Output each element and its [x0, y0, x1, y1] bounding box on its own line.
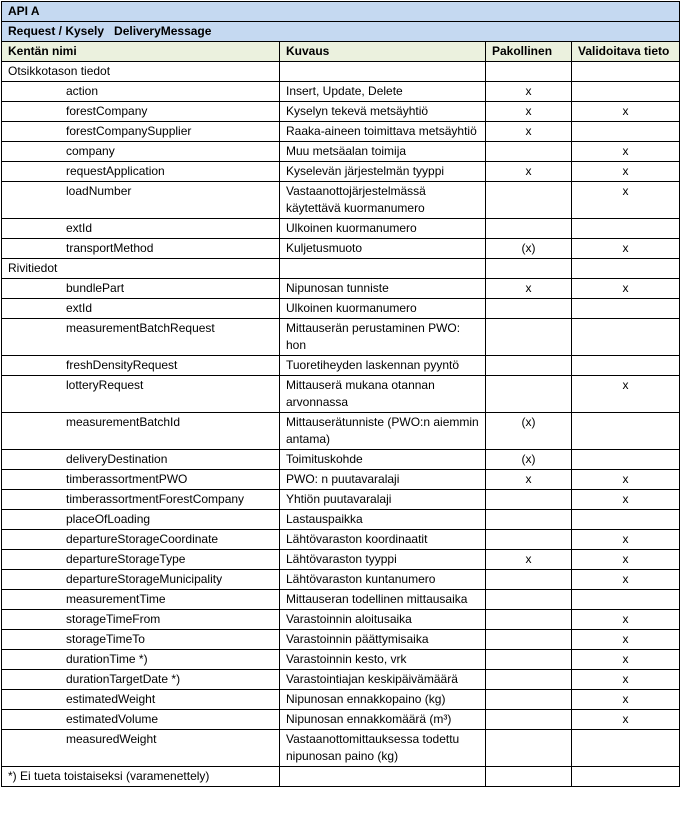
section-row-header-level [2, 62, 680, 82]
field-description: Nipunosan ennakkopaino (kg) [280, 690, 486, 710]
field-name: departureStorageType [2, 550, 280, 570]
field-name: timberassortmentForestCompany [2, 490, 280, 510]
field-name: extId [2, 299, 280, 319]
table-row [2, 710, 680, 730]
column-header-validated: Validoitava tieto [572, 42, 680, 62]
mandatory-mark [486, 670, 572, 690]
field-name: durationTime *) [2, 650, 280, 670]
table-row [2, 142, 680, 162]
mandatory-mark [486, 299, 572, 319]
mandatory-mark: x [486, 550, 572, 570]
field-description: Lähtövaraston koordinaatit [280, 530, 486, 550]
table-row [2, 590, 680, 610]
mandatory-mark [486, 319, 572, 356]
mandatory-mark: x [486, 102, 572, 122]
field-description: Yhtiön puutavaralaji [280, 490, 486, 510]
validated-mark: x [572, 690, 680, 710]
footnote: *) Ei tueta toistaiseksi (varamenettely) [2, 767, 280, 787]
field-name: company [2, 142, 280, 162]
table-row [2, 530, 680, 550]
delivery-message-table [1, 1, 680, 787]
mandatory-mark [486, 730, 572, 767]
table-row [2, 670, 680, 690]
validated-mark: x [572, 550, 680, 570]
field-name: measurementBatchId [2, 413, 280, 450]
mandatory-mark [486, 182, 572, 219]
field-description: Mittauseran todellinen mittausaika [280, 590, 486, 610]
table-row [2, 299, 680, 319]
validated-mark: x [572, 279, 680, 299]
mandatory-mark [486, 570, 572, 590]
table-row [2, 730, 680, 767]
column-header-field: Kentän nimi [2, 42, 280, 62]
field-name: transportMethod [2, 239, 280, 259]
field-name: requestApplication [2, 162, 280, 182]
field-name: departureStorageCoordinate [2, 530, 280, 550]
mandatory-mark: (x) [486, 413, 572, 450]
validated-mark [572, 356, 680, 376]
field-name: lotteryRequest [2, 376, 280, 413]
field-name: forestCompany [2, 102, 280, 122]
mandatory-mark [486, 650, 572, 670]
table-row [2, 450, 680, 470]
message-title: Request / Kysely DeliveryMessage [2, 22, 680, 42]
field-name: measuredWeight [2, 730, 280, 767]
validated-mark: x [572, 162, 680, 182]
table-row [2, 162, 680, 182]
mandatory-mark [486, 530, 572, 550]
validated-mark: x [572, 470, 680, 490]
field-description: Lastauspaikka [280, 510, 486, 530]
field-description: Lähtövaraston kuntanumero [280, 570, 486, 590]
field-description: Nipunosan tunniste [280, 279, 486, 299]
validated-mark: x [572, 610, 680, 630]
field-description: Varastoinnin kesto, vrk [280, 650, 486, 670]
validated-mark: x [572, 710, 680, 730]
validated-mark: x [572, 490, 680, 510]
mandatory-mark [486, 690, 572, 710]
field-description: Tuoretiheyden laskennan pyyntö [280, 356, 486, 376]
field-description: Varastoinnin päättymisaika [280, 630, 486, 650]
mandatory-mark [486, 510, 572, 530]
table-row [2, 182, 680, 219]
field-description: Insert, Update, Delete [280, 82, 486, 102]
section-row-line-level [2, 259, 680, 279]
field-name: deliveryDestination [2, 450, 280, 470]
mandatory-mark: x [486, 122, 572, 142]
field-name: estimatedWeight [2, 690, 280, 710]
table-row [2, 610, 680, 630]
table-row [2, 239, 680, 259]
table-row [2, 650, 680, 670]
field-description: Toimituskohde [280, 450, 486, 470]
field-name: measurementTime [2, 590, 280, 610]
field-description: Varastointiajan keskipäivämäärä [280, 670, 486, 690]
field-name: estimatedVolume [2, 710, 280, 730]
field-description: Mittauserä mukana otannan arvonnassa [280, 376, 486, 413]
field-description: Nipunosan ennakkomäärä (m³) [280, 710, 486, 730]
validated-mark [572, 219, 680, 239]
field-description: Mittauserän perustaminen PWO: hon [280, 319, 486, 356]
validated-mark: x [572, 650, 680, 670]
table-row [2, 82, 680, 102]
mandatory-mark: (x) [486, 239, 572, 259]
validated-mark [572, 122, 680, 142]
validated-mark: x [572, 670, 680, 690]
mandatory-mark [486, 590, 572, 610]
validated-mark: x [572, 102, 680, 122]
mandatory-mark [486, 630, 572, 650]
mandatory-mark: x [486, 470, 572, 490]
field-description: Kyselevän järjestelmän tyyppi [280, 162, 486, 182]
mandatory-mark: x [486, 279, 572, 299]
validated-mark [572, 590, 680, 610]
mandatory-mark [486, 376, 572, 413]
validated-mark: x [572, 239, 680, 259]
field-description: Raaka-aineen toimittava metsäyhtiö [280, 122, 486, 142]
field-name: departureStorageMunicipality [2, 570, 280, 590]
field-name: bundlePart [2, 279, 280, 299]
footnote-row [2, 767, 680, 787]
field-description: PWO: n puutavaralaji [280, 470, 486, 490]
field-name: storageTimeTo [2, 630, 280, 650]
field-description: Kuljetusmuoto [280, 239, 486, 259]
mandatory-mark: x [486, 82, 572, 102]
field-description: Lähtövaraston tyyppi [280, 550, 486, 570]
field-name: measurementBatchRequest [2, 319, 280, 356]
mandatory-mark [486, 142, 572, 162]
field-description: Ulkoinen kuormanumero [280, 299, 486, 319]
field-description: Mittauserätunniste (PWO:n aiemmin antama) [280, 413, 486, 450]
validated-mark: x [572, 142, 680, 162]
table-row [2, 356, 680, 376]
field-description: Muu metsäalan toimija [280, 142, 486, 162]
field-name: action [2, 82, 280, 102]
validated-mark [572, 450, 680, 470]
validated-mark: x [572, 530, 680, 550]
table-row [2, 319, 680, 356]
field-name: timberassortmentPWO [2, 470, 280, 490]
validated-mark: x [572, 570, 680, 590]
mandatory-mark [486, 610, 572, 630]
validated-mark [572, 82, 680, 102]
validated-mark [572, 319, 680, 356]
validated-mark: x [572, 376, 680, 413]
table-row [2, 470, 680, 490]
table-row [2, 510, 680, 530]
field-name: extId [2, 219, 280, 239]
field-name: freshDensityRequest [2, 356, 280, 376]
table-row [2, 219, 680, 239]
table-row [2, 376, 680, 413]
mandatory-mark [486, 710, 572, 730]
field-name: placeOfLoading [2, 510, 280, 530]
table-row [2, 122, 680, 142]
mandatory-mark [486, 219, 572, 239]
table-row [2, 413, 680, 450]
field-description: Varastoinnin aloitusaika [280, 610, 486, 630]
field-description: Vastaanottojärjestelmässä käytettävä kuormanumero [280, 182, 486, 219]
table-row [2, 550, 680, 570]
mandatory-mark [486, 356, 572, 376]
field-description: Vastaanottomittauksessa todettu nipunosan paino (kg) [280, 730, 486, 767]
table-row [2, 690, 680, 710]
api-title: API A [2, 2, 680, 22]
table-row [2, 570, 680, 590]
section-label: Rivitiedot [2, 259, 280, 279]
table-row [2, 490, 680, 510]
table-row [2, 102, 680, 122]
mandatory-mark [486, 490, 572, 510]
validated-mark: x [572, 630, 680, 650]
column-header-mandatory: Pakollinen [486, 42, 572, 62]
field-name: forestCompanySupplier [2, 122, 280, 142]
field-description: Kyselyn tekevä metsäyhtiö [280, 102, 486, 122]
table-row [2, 279, 680, 299]
field-name: loadNumber [2, 182, 280, 219]
field-description: Ulkoinen kuormanumero [280, 219, 486, 239]
table-row [2, 630, 680, 650]
validated-mark: x [572, 182, 680, 219]
validated-mark [572, 510, 680, 530]
field-name: storageTimeFrom [2, 610, 280, 630]
validated-mark [572, 730, 680, 767]
section-label: Otsikkotason tiedot [2, 62, 280, 82]
validated-mark [572, 299, 680, 319]
column-header-description: Kuvaus [280, 42, 486, 62]
mandatory-mark: (x) [486, 450, 572, 470]
validated-mark [572, 413, 680, 450]
field-name: durationTargetDate *) [2, 670, 280, 690]
mandatory-mark: x [486, 162, 572, 182]
